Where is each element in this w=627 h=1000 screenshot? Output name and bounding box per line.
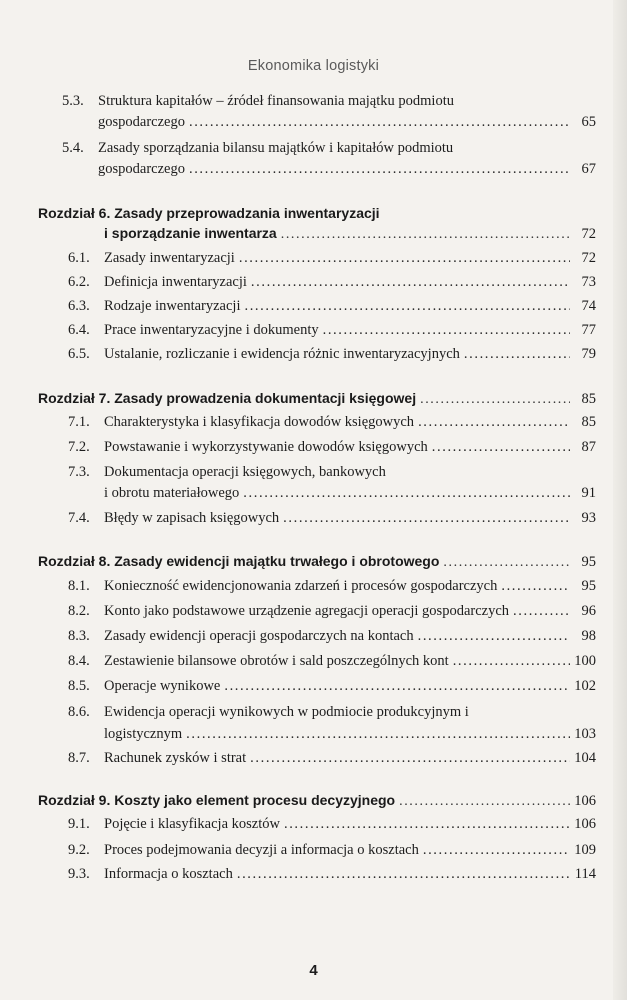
leader-dots: [224, 678, 570, 695]
section-title-line1: Zasady sporządzania bilansu majątków i kapitałów podmiotu: [98, 140, 454, 156]
page-ref: 98: [581, 628, 596, 644]
section-title: Zasady inwentaryzacji: [104, 250, 235, 266]
section-title: Charakterystyka i klasyfikacja dowodów księgowych: [104, 414, 415, 430]
leader-dots: [501, 578, 570, 595]
section-title: Zasady ewidencji operacji gospodarczych na kontach: [104, 628, 414, 644]
chapter-title: Rozdział 8. Zasady ewidencji majątku trwałego i obrotowego: [38, 553, 440, 569]
leader-dots: [189, 114, 570, 131]
section-title-line1: Dokumentacja operacji księgowych, bankowych: [104, 464, 386, 480]
section-number: 6.4.: [68, 322, 90, 338]
section-title: Konieczność ewidencjonowania zdarzeń i procesów gospodarczych: [104, 578, 498, 594]
section-title: Zestawienie bilansowe obrotów i sald poszczególnych kont: [104, 653, 449, 669]
page-ref: 93: [581, 510, 596, 526]
page-ref: 79: [581, 346, 596, 362]
page-ref: 74: [581, 298, 596, 314]
page-ref: 91: [581, 485, 596, 501]
page-ref: 87: [581, 439, 596, 455]
chapter-title: Rozdział 9. Koszty jako element procesu decyzyjnego: [38, 792, 396, 808]
section-title: Powstawanie i wykorzystywanie dowodów księgowych: [104, 439, 428, 455]
section-number: 6.1.: [68, 250, 90, 266]
section-number: 6.2.: [68, 274, 90, 290]
page-ref: 104: [574, 750, 596, 766]
leader-dots: [443, 555, 570, 571]
section-number: 8.1.: [68, 578, 90, 594]
leader-dots: [244, 298, 570, 315]
page-ref: 77: [581, 322, 596, 338]
page-ref: 106: [574, 816, 596, 832]
section-title-line2: gospodarczego: [98, 161, 185, 177]
section-title: Proces podejmowania decyzji a informacja o kosztach: [104, 842, 419, 858]
section-title-line1: Struktura kapitałów – źródeł finansowania majątku podmiotu: [98, 93, 454, 109]
section-title: Definicja inwentaryzacji: [104, 274, 247, 290]
leader-dots: [418, 414, 570, 431]
leader-dots: [281, 227, 570, 243]
section-number: 5.4.: [62, 140, 84, 156]
section-number: 5.3.: [62, 93, 84, 109]
page-ref: 67: [581, 161, 596, 177]
section-number: 7.4.: [68, 510, 90, 526]
page-ref: 73: [581, 274, 596, 290]
chapter-title-line2: i sporządzanie inwentarza: [104, 225, 277, 241]
leader-dots: [423, 842, 570, 859]
leader-dots: [432, 439, 570, 456]
section-number: 8.7.: [68, 750, 90, 766]
section-number: 8.2.: [68, 603, 90, 619]
page-ref: 95: [581, 578, 596, 594]
chapter-title: Rozdział 7. Zasady prowadzenia dokumentacji księgowej: [38, 390, 417, 406]
section-number: 6.5.: [68, 346, 90, 362]
leader-dots: [464, 346, 570, 363]
section-title-line2: i obrotu materiałowego: [104, 485, 240, 501]
section-title: Pojęcie i klasyfikacja kosztów: [104, 816, 280, 832]
page-ref: 106: [574, 793, 596, 809]
leader-dots: [239, 250, 570, 267]
running-header: Ekonomika logistyki: [247, 58, 380, 74]
leader-dots: [418, 628, 570, 645]
leader-dots: [250, 750, 570, 767]
page-ref: 85: [581, 414, 596, 430]
section-number: 9.3.: [68, 866, 90, 882]
page-number: 4: [309, 962, 318, 979]
leader-dots: [323, 322, 570, 339]
page-ref: 65: [581, 114, 596, 130]
section-title-line2: logistycznym: [104, 726, 183, 742]
leader-dots: [189, 161, 570, 178]
page-ref: 103: [574, 726, 596, 742]
section-title: Konto jako podstawowe urządzenie agregacji operacji gospodarczych: [104, 603, 510, 619]
leader-dots: [251, 274, 570, 291]
page-ref: 72: [581, 250, 596, 266]
section-number: 8.3.: [68, 628, 90, 644]
leader-dots: [243, 485, 570, 502]
page-ref: 72: [581, 226, 596, 242]
section-title-line1: Ewidencja operacji wynikowych w podmiocie produkcyjnym i: [104, 704, 469, 720]
section-title: Rodzaje inwentaryzacji: [104, 298, 241, 314]
chapter-title-line1: Rozdział 6. Zasady przeprowadzania inwentaryzacji: [38, 205, 380, 221]
section-number: 7.1.: [68, 414, 90, 430]
section-number: 7.2.: [68, 439, 90, 455]
leader-dots: [453, 653, 570, 670]
section-title: Informacja o kosztach: [104, 866, 233, 882]
page-ref: 96: [581, 603, 596, 619]
section-title-line2: gospodarczego: [98, 114, 185, 130]
section-number: 9.2.: [68, 842, 90, 858]
leader-dots: [284, 816, 570, 833]
section-title: Błędy w zapisach księgowych: [104, 510, 280, 526]
section-title: Ustalanie, rozliczanie i ewidencja różnic inwentaryzacyjnych: [104, 346, 460, 362]
section-title: Operacje wynikowe: [104, 678, 221, 694]
leader-dots: [513, 603, 570, 620]
leader-dots: [237, 866, 570, 883]
leader-dots: [399, 794, 570, 810]
page-ref: 100: [574, 653, 596, 669]
page-ref: 102: [574, 678, 596, 694]
leader-dots: [420, 392, 570, 408]
page-ref: 109: [574, 842, 596, 858]
leader-dots: [186, 726, 570, 743]
leader-dots: [283, 510, 570, 527]
section-number: 8.6.: [68, 704, 90, 720]
section-title: Rachunek zysków i strat: [104, 750, 247, 766]
section-number: 6.3.: [68, 298, 90, 314]
page-ref: 114: [574, 866, 596, 882]
page-ref: 85: [581, 391, 596, 407]
section-number: 7.3.: [68, 464, 90, 480]
page-ref: 95: [581, 554, 596, 570]
section-title: Prace inwentaryzacyjne i dokumenty: [104, 322, 319, 338]
section-number: 8.5.: [68, 678, 90, 694]
section-number: 8.4.: [68, 653, 90, 669]
section-number: 9.1.: [68, 816, 90, 832]
